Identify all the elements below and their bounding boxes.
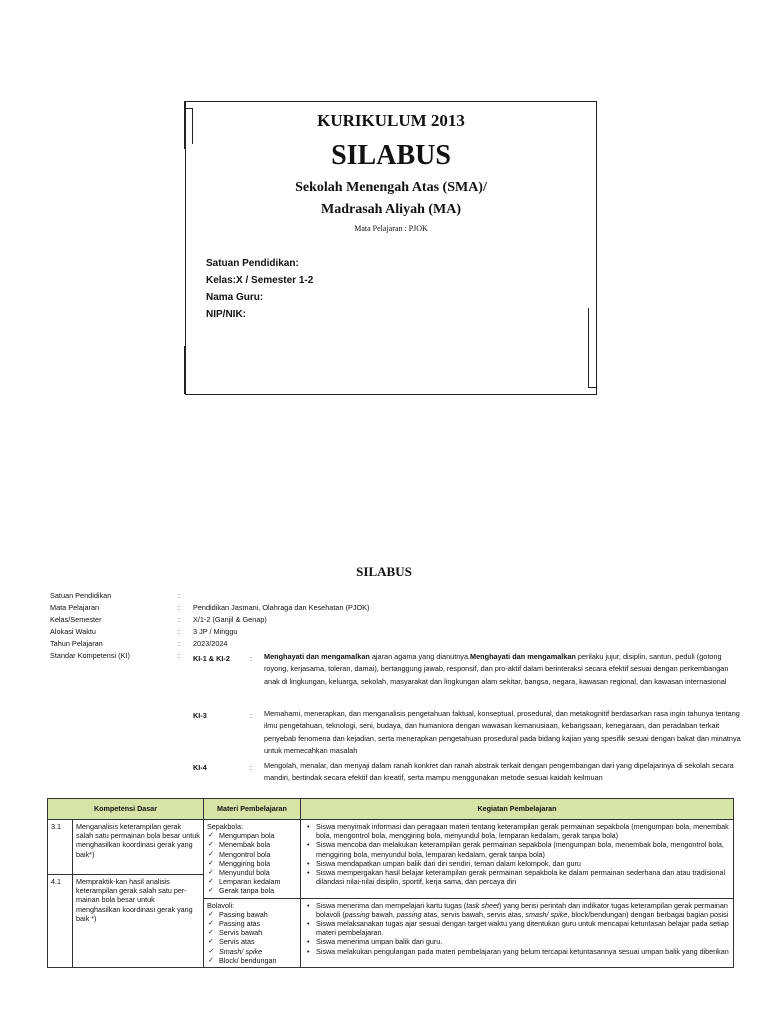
text-part: smash/ spike [525,909,568,919]
list-item: ✓ Gerak tanpa bola [219,886,297,895]
kd-text: Menganalisis keterampilan gerak salah satu permainan bola besar untuk menghasilkan koordinasi gerak yang baik*) [73,820,204,875]
cover-subject: Mata Pelajaran : PJOK [354,224,428,233]
table-row [48,820,734,875]
materi-cell [204,820,301,899]
list-item: ✓ Passing bawah [219,910,297,919]
kd-number: 4.1 [48,875,73,968]
ki-label: KI-3 [193,711,207,720]
kegiatan-cell [301,820,734,899]
cover-field: Satuan Pendidikan: [206,258,299,269]
syllabus-table [47,798,734,968]
list-item: • Siswa mempergakan hasil belajar keterampilan gerak permainan sepakbola ke dalam permainan sederhana dan atau tradisional dilandasi nilai-nilai disiplin, sportif, kerja sama, dan percaya diri [316,868,730,886]
meta-label: Kelas/Semester [50,615,102,624]
meta-colon: : [178,639,181,648]
list-item: • Siswa mendapatkan umpan balik dari diri sendiri, teman dalam kelompok, dan guru [316,859,730,868]
list-item: • Siswa mencoba dan melakukan keterampilan gerak permainan sepakbola (mengumpan bola, menembak bola, mengontrol bola, menggiring bola, menyundul bola, lemparan kedalam, gerak tanpa bola) [316,840,730,858]
cover-field: Nama Guru: [206,292,264,303]
materi-title: Sepakbola: [207,822,243,831]
list-item: ✓ Menembak bola [219,840,297,849]
list-item: ✓ Menyundul bola [219,868,297,877]
meta-value: Pendidikan Jasmani, Olahraga dan Kesehatan (PJOK) [193,603,370,612]
text-part: passing [396,909,422,919]
materi-title: Bolavoli: [207,900,235,910]
materi-list [207,831,297,895]
meta-colon: : [178,615,181,624]
list-item: ✓ Mengontrol bola [219,850,297,859]
header-kompetensi: Kompetensi Dasar [48,799,204,820]
text-part: task sheet [466,900,499,910]
text-part: bawah, [369,909,397,919]
ki-text-part: perilaku jujur, disiplin, santun, peduli (gotong royong, kerjasama, toleran, damai), bertanggung jawab, responsif, dan pro-aktif dalam berinteraksi secara efektif sesuai dengan perkembangan anak di lingkungan, keluarga, sekolah, masyarakat dan lingkungan alam sekitar, bangsa, negara, kawasan regional, dan kawasan internasional [264,652,729,686]
list-item: • Siswa menyimak informasi dan peragaan materi tentang keterampilan gerak permainan sepakbola (mengumpan bola, menembak bola, mengontrol bola, menggiring bola, menyundul bola, lemparan kedalam, gerak tanpa bola) [316,822,730,840]
kegiatan-list [304,822,730,886]
meta-value: 2023/2024 [193,639,228,648]
meta-label: Standar Kompetensi (KI) [50,651,130,660]
ki-colon: : [250,763,253,772]
list-item: ✓ Mengumpan bola [219,831,297,840]
header-materi: Materi Pembelajaran [204,799,301,820]
meta-value: 3 JP / Minggu [193,627,238,636]
meta-label: Tahun Pelajaran [50,639,103,648]
kegiatan-cell [301,898,734,967]
meta-colon: : [178,603,181,612]
kd-text: Mempraktik-kan hasil analisis keterampilan gerak salah satu per-mainan bola besar untuk menghasilkan koordinasi gerak yang baik *) [73,875,204,968]
list-item [316,901,730,919]
list-item: ✓ Block/ bendungan [219,956,297,965]
text-part: Siswa menerima dan mempelajari kartu tugas ( [316,900,467,910]
list-item: ✓ Smash/ spike [219,947,297,956]
ki-colon: : [250,711,253,720]
text-part: passing [344,909,370,919]
frame-corner [185,108,193,109]
text-part: ) yang berisi perintah dan indikator tugas keterampilan gerak permainan bolavoli ( [316,900,728,919]
ki-label: KI-4 [193,763,207,772]
meta-value: X/1-2 (Ganjil & Genap) [193,615,267,624]
header-kegiatan: Kegiatan Pembelajaran [301,799,734,820]
list-item: ✓ Servis atas [219,937,297,946]
cover-field: NIP/NIK: [206,309,246,320]
ki-text: Mengolah, menalar, dan menyaji dalam ranah konkret dan ranah abstrak terkait dengan pengembangan dari yang dipelajarinya di sekolah secara mandiri, bertindak secara efektif dan kreatif, serta mampu menggunakan metode sesuai kaidah keilmuan [264,761,734,783]
list-item: ✓ Menggiring bola [219,859,297,868]
table-header-row [48,799,734,820]
ki-text-part: ajaran agama yang dianutnya. [369,652,471,661]
school-line-1: Sekolah Menengah Atas (SMA)/ [295,180,487,195]
list-item: • Siswa melaksanakan tugas ajar sesuai dengan target waktu yang ditentukan guru untuk mencapai ketuntasan belajar pada setiap materi pembelajaran. [316,919,730,937]
list-item: ✓ Servis bawah [219,928,297,937]
school-line-2: Madrasah Aliyah (MA) [321,202,461,217]
meta-colon: : [178,591,181,600]
cover-field: Kelas:X / Semester 1-2 [206,275,314,286]
frame-corner [184,346,185,394]
ki-text [264,651,742,688]
kegiatan-list [304,901,730,956]
curriculum-title: KURIKULUM 2013 [317,111,465,130]
meta-label: Alokasi Waktu [50,627,96,636]
materi-list [207,910,297,965]
list-item: • Siswa melakukan pengulangan pada materi pembelajaran yang belum tercapai ketuntasannya sesuai umpan balik yang diberikan [316,947,730,956]
cover-title: SILABUS [331,140,451,171]
ki-text: Memahami, menerapkan, dan menganalisis pengetahuan faktual, konseptual, prosedural, dan metakognitif berdasarkan rasa ingin tahunya tentang ilmu pengetahuan, teknologi, seni, budaya, dan humaniora dengan wawasan kemanusiaan, kebangsaan, kenegaraan, dan peradaban terkait penyebab fenomena dan kejadian, serta menerapkan pengetahuan prosedural pada bidang kajian yang spesifik sesuai dengan bakat dan minatnya untuk memecahkan masalah [264,709,741,755]
meta-label: Mata Pelajaran [50,603,100,612]
ki-emphasis: Menghayati dan mengamalkan [470,652,576,661]
syllabus-title: SILABUS [356,564,412,579]
meta-colon: : [178,651,181,660]
meta-colon: : [178,627,181,636]
ki-colon: : [250,654,253,663]
ki-emphasis: Menghayati dan mengamalkan [264,652,370,661]
meta-label: Satuan Pendidikan [50,591,112,600]
frame-corner [588,308,589,388]
text-part: atas, servis bawah, servis atas, [421,909,526,919]
text-part: , block/bendungan) dengan berbagai bagian posisi [567,909,729,919]
list-item: ✓ Passing atas [219,919,297,928]
list-item: • Siswa menerima umpan balik dari guru. [316,937,730,946]
list-item: ✓ Lemparan kedalam [219,877,297,886]
materi-cell [204,898,301,967]
frame-corner [589,387,597,388]
kd-number: 3.1 [48,820,73,875]
ki-label: KI-1 & KI-2 [193,654,230,663]
